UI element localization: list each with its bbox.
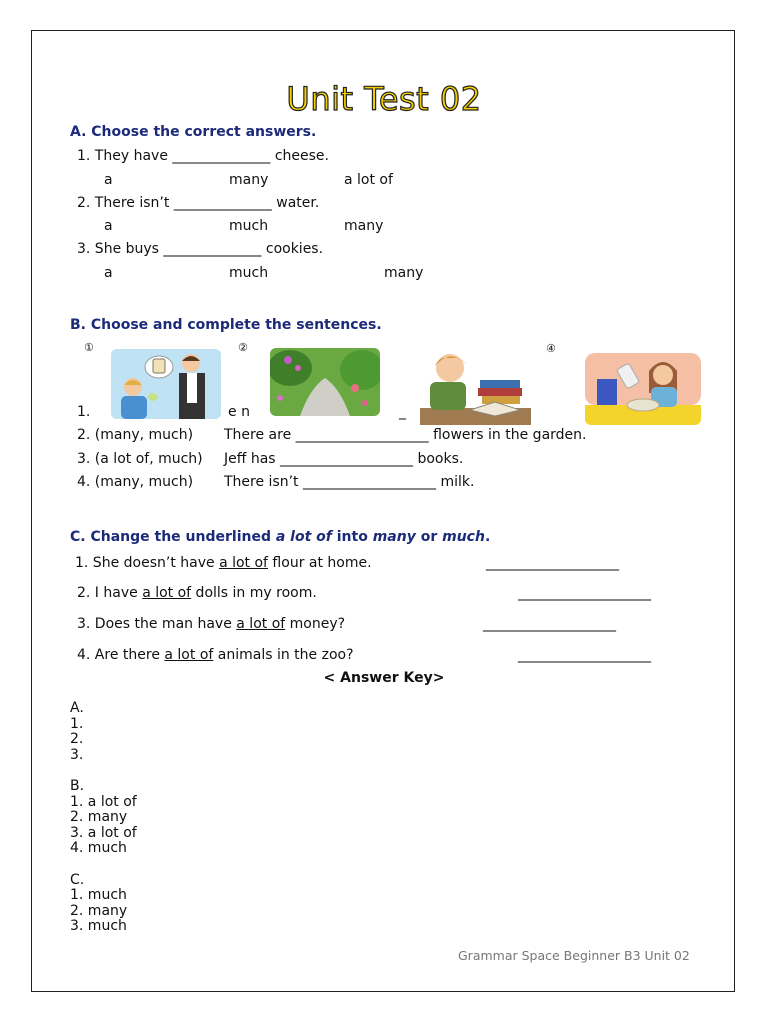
c-question-4: 4. Are there a lot of animals in the zoo? (77, 647, 354, 663)
section-c-heading: C. Change the underlined a lot of into many or much. (70, 529, 491, 545)
answer-key-line: 4. much (70, 840, 127, 857)
footer-text: Grammar Space Beginner B3 Unit 02 (458, 948, 690, 963)
b-question-1-fragment: e n (228, 404, 250, 420)
b-choice-3: 3. (a lot of, much) (77, 451, 203, 467)
picture-marker-4: ④ (546, 342, 556, 355)
answer-key-line: 3. (70, 746, 84, 763)
page-title: Unit Test 02 (286, 80, 482, 118)
b-question-1-number: 1. (77, 404, 91, 420)
a-question-1: 1. They have ______________ cheese. (77, 148, 329, 164)
a-option: much (229, 265, 269, 281)
a-option: much (229, 218, 269, 234)
b-sentence-4: There isn’t ___________________ milk. (224, 474, 475, 490)
garden-illustration (270, 348, 380, 416)
boy-books-illustration (420, 350, 531, 425)
c-answer-blank-3: ___________________ (483, 616, 616, 632)
section-a-heading: A. Choose the correct answers. (70, 124, 317, 140)
b-choice-2: 2. (many, much) (77, 427, 194, 443)
c-question-3: 3. Does the man have a lot of money? (77, 616, 346, 632)
answer-key-line: 2. many (70, 902, 128, 919)
answer-key-line: C. (70, 871, 85, 888)
girl-milk-illustration (585, 349, 701, 425)
section-b-heading: B. Choose and complete the sentences. (70, 317, 382, 333)
picture-marker-2: ② (238, 341, 248, 354)
a-option: a (104, 265, 113, 281)
answer-key-line: 2. (70, 731, 84, 748)
waiter-boy-illustration (111, 349, 221, 419)
answer-key-line: 3. a lot of (70, 824, 137, 841)
a-option: a (104, 172, 113, 188)
b-sentence-2: There are ___________________ flowers in the garden. (224, 427, 587, 443)
a-option: many (229, 172, 269, 188)
answer-key-heading: < Answer Key> (323, 670, 445, 686)
b-question-1-blank: _ (399, 404, 406, 420)
c-answer-blank-2: ___________________ (518, 585, 651, 601)
answer-key-list (70, 701, 137, 935)
a-option: many (344, 218, 384, 234)
c-answer-blank-4: ___________________ (518, 647, 651, 663)
answer-key-line (70, 763, 137, 779)
answer-key-line: 1. much (70, 887, 127, 904)
answer-key-line (70, 857, 137, 873)
c-question-2: 2. I have a lot of dolls in my room. (77, 585, 317, 601)
a-option: a (104, 218, 113, 234)
answer-key-line: 1. a lot of (70, 793, 137, 810)
picture-marker-1: ① (84, 341, 94, 354)
answer-key-line: 2. many (70, 809, 128, 826)
a-question-2: 2. There isn’t ______________ water. (77, 195, 320, 211)
b-choice-4: 4. (many, much) (77, 474, 194, 490)
answer-key-line: 3. much (70, 918, 127, 935)
answer-key-line: 1. (70, 715, 84, 732)
answer-key-line: B. (70, 777, 85, 794)
b-sentence-3: Jeff has ___________________ books. (224, 451, 464, 467)
answer-key-line: A. (70, 700, 84, 716)
a-question-3: 3. She buys ______________ cookies. (77, 241, 324, 257)
a-option: a lot of (344, 172, 393, 188)
a-option: many (384, 265, 424, 281)
c-question-1: 1. She doesn’t have a lot of flour at home. (75, 555, 372, 571)
c-answer-blank-1: ___________________ (486, 555, 619, 571)
